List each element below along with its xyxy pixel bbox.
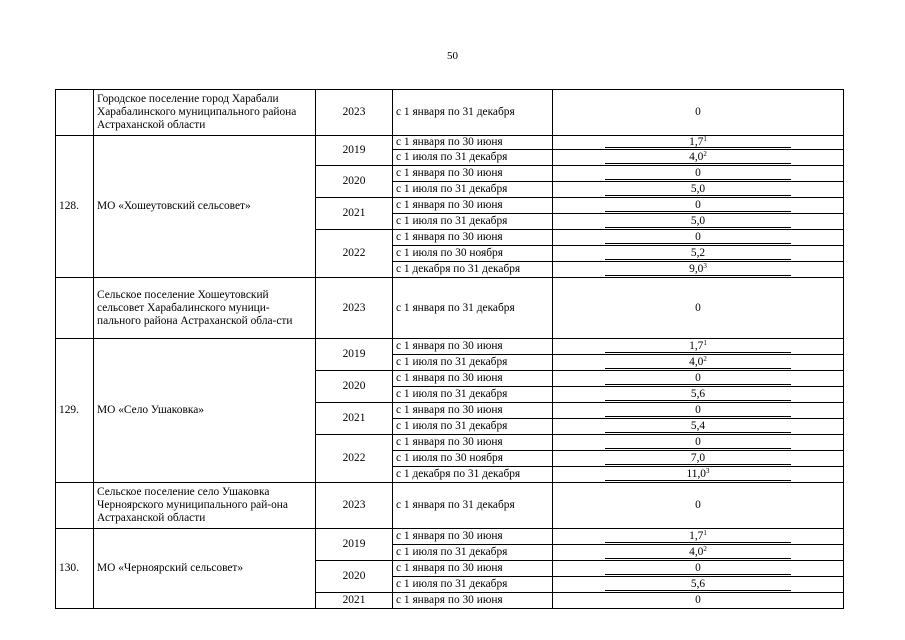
rate-value: 0 [695,231,701,243]
rate-value: 5,0 [690,215,706,227]
rate-value: 5,0 [690,183,706,195]
footnote-mark: 1 [703,135,707,143]
rate-underline [605,416,791,417]
rate-cell [553,403,844,419]
period-cell: с 1 января по 30 июня [393,230,553,246]
rates-table-body [56,90,844,609]
table-row [56,136,844,150]
municipality-name: МО «Черноярский сельсовет» [94,529,316,609]
footnote-mark: 2 [703,355,707,363]
period-cell: с 1 декабря по 31 декабря [393,467,553,483]
table-row [56,90,844,136]
year-cell: 2023 [316,278,393,339]
rate-underline [605,574,791,575]
rate-underline [605,259,791,260]
rate-cell [553,214,844,230]
period-cell: с 1 января по 30 июня [393,529,553,545]
rate-underline [605,542,791,543]
rate-value: 0 [695,404,701,416]
rate-cell [553,246,844,262]
rate-underline [605,243,791,244]
rate-cell [553,230,844,246]
rate-cell [553,483,844,529]
year-cell: 2023 [316,90,393,136]
rate-underline [605,227,791,228]
rate-value: 4,0 [689,356,704,368]
rate-underline [605,558,791,559]
row-number: 130. [56,529,94,609]
footnote-mark: 1 [703,529,707,537]
period-cell: с 1 января по 30 июня [393,403,553,419]
rate-value: 1,7 [689,530,704,542]
rate-underline [605,195,791,196]
page-number: 50 [447,50,458,62]
rate-cell [553,371,844,387]
rate-cell [553,339,844,355]
rate-value: 1,7 [689,136,704,148]
period-cell: с 1 января по 30 июня [393,339,553,355]
rate-cell [553,529,844,545]
footnote-mark: 3 [706,467,710,475]
municipality-name: МО «Село Ушаковка» [94,339,316,483]
footnote-mark: 2 [703,150,707,158]
row-number: 128. [56,136,94,278]
rate-cell [553,561,844,577]
period-cell: с 1 июля по 30 ноября [393,451,553,467]
rate-underline [605,464,791,465]
rate-cell [553,419,844,435]
rate-underline [605,368,791,369]
period-cell: с 1 января по 31 декабря [393,483,553,529]
year-cell: 2019 [316,136,393,166]
rate-value: 0 [695,301,701,314]
rate-underline [605,147,791,148]
period-cell: с 1 июля по 31 декабря [393,387,553,403]
rate-cell [553,451,844,467]
year-cell: 2021 [316,403,393,435]
rate-value: 7,0 [690,452,706,464]
rate-cell [553,198,844,214]
municipality-name: Городское поселение город Харабали Харабалинского муниципального района Астраханской области [94,90,316,136]
year-cell: 2021 [316,198,393,230]
rate-cell [553,182,844,198]
period-cell: с 1 июля по 31 декабря [393,150,553,166]
rate-cell [553,355,844,371]
period-cell: с 1 января по 30 июня [393,371,553,387]
rate-underline [605,179,791,180]
period-cell: с 1 июля по 31 декабря [393,355,553,371]
rate-underline [605,448,791,449]
rate-underline [605,480,791,481]
rate-cell [553,545,844,561]
period-cell: с 1 января по 30 июня [393,166,553,182]
period-cell: с 1 января по 30 июня [393,136,553,150]
rate-cell [553,577,844,593]
table-row [56,529,844,545]
period-cell: с 1 июля по 31 декабря [393,182,553,198]
rate-underline [605,352,791,353]
rate-value: 11,0 [686,468,706,480]
period-cell: с 1 июля по 31 декабря [393,577,553,593]
row-number [56,483,94,529]
rate-cell [553,166,844,182]
row-number [56,90,94,136]
year-cell: 2022 [316,230,393,278]
rate-value: 1,7 [689,340,704,352]
row-number [56,278,94,339]
table-row [56,339,844,355]
year-cell: 2023 [316,483,393,529]
period-cell: с 1 июля по 31 декабря [393,214,553,230]
rate-underline [605,590,791,591]
year-cell: 2019 [316,339,393,371]
rate-cell [553,387,844,403]
rate-value: 0 [695,499,701,511]
table-row [56,483,844,529]
period-cell: с 1 января по 31 декабря [393,278,553,339]
rate-cell [553,593,844,609]
rate-value: 5,6 [690,578,706,590]
rate-cell [553,278,844,339]
year-cell: 2021 [316,593,393,609]
period-cell: с 1 января по 31 декабря [393,90,553,136]
period-cell: с 1 января по 30 июня [393,561,553,577]
rate-underline [605,163,791,164]
municipality-name: Сельское поселение село Ушаковка Черноярского муниципального рай-она Астраханской области [94,483,316,529]
period-cell: с 1 января по 30 июня [393,593,553,609]
footnote-mark: 2 [703,545,707,553]
rate-cell [553,467,844,483]
year-cell: 2020 [316,371,393,403]
rate-cell [553,262,844,278]
municipality-name: МО «Хошеутовский сельсовет» [94,136,316,278]
rate-value: 0 [695,436,701,448]
rate-underline [605,384,791,385]
footnote-mark: 3 [703,262,707,270]
rate-cell [553,136,844,150]
rate-underline [605,211,791,212]
municipality-name: Сельское поселение Хошеутовский сельсовет Харабалинского муници-пального района Астраханской обла-сти [94,278,316,339]
year-cell: 2020 [316,166,393,198]
rate-value: 0 [695,199,701,211]
year-cell: 2020 [316,561,393,593]
rate-value: 5,2 [690,247,706,259]
rate-cell [553,150,844,166]
period-cell: с 1 июля по 31 декабря [393,419,553,435]
period-cell: с 1 июля по 31 декабря [393,545,553,561]
table-row [56,278,844,339]
period-cell: с 1 января по 30 июня [393,198,553,214]
rate-value: 0 [695,594,701,606]
rate-value: 4,0 [689,151,704,163]
year-cell: 2019 [316,529,393,561]
rate-value: 4,0 [689,546,704,558]
year-cell: 2022 [316,435,393,483]
period-cell: с 1 декабря по 31 декабря [393,262,553,278]
footnote-mark: 1 [703,339,707,347]
rates-table [55,89,844,609]
rate-value: 0 [695,372,701,384]
rate-cell [553,435,844,451]
rate-value: 0 [695,562,701,574]
rate-underline [605,275,791,276]
rate-cell [553,90,844,136]
period-cell: с 1 июля по 30 ноября [393,246,553,262]
rate-value: 0 [695,106,701,118]
rate-underline [605,432,791,433]
row-number: 129. [56,339,94,483]
rate-value: 5,4 [690,420,706,432]
period-cell: с 1 января по 30 июня [393,435,553,451]
rate-value: 5,6 [690,388,706,400]
rate-underline [605,400,791,401]
rate-value: 9,0 [689,263,704,275]
rate-value: 0 [695,167,701,179]
